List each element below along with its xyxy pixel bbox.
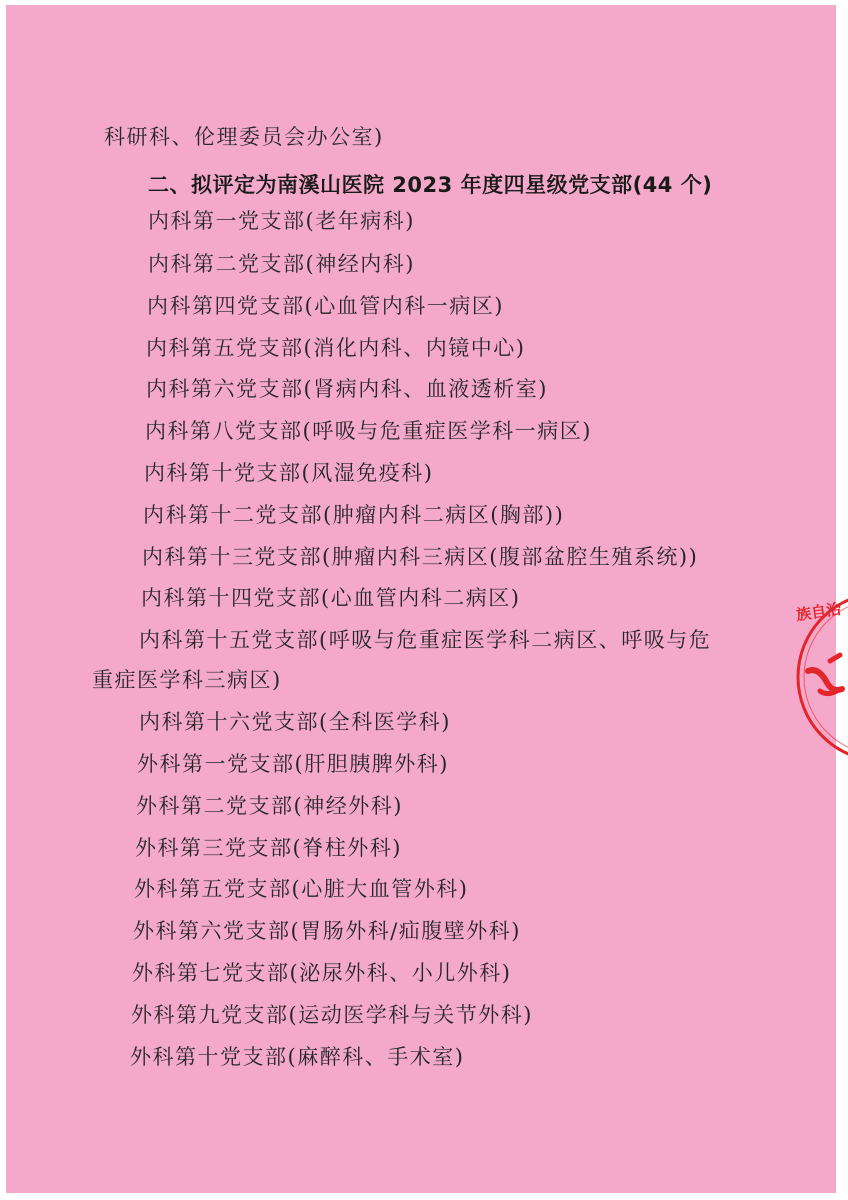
branch-line: 内科第八党支部(呼吸与危重症医学科一病区) (145, 419, 592, 443)
branch-line: 内科第一党支部(老年病科) (148, 209, 415, 233)
branch-line: 外科第九党支部(运动医学科与关节外科) (131, 1003, 533, 1027)
branch-line: 外科第七党支部(泌尿外科、小儿外科) (132, 961, 512, 985)
branch-line: 内科第二党支部(神经内科) (148, 252, 415, 276)
branch-line: 内科第四党支部(心血管内科一病区) (147, 294, 504, 318)
branch-line: 内科第十六党支部(全科医学科) (139, 710, 451, 734)
branch-line: 外科第五党支部(心脏大血管外科) (134, 877, 469, 901)
branch-line: 外科第二党支部(神经外科) (136, 794, 403, 818)
branch-line: 内科第十三党支部(肿瘤内科三病区(腹部盆腔生殖系统)) (142, 545, 699, 569)
branch-line: 外科第六党支部(胃肠外科/疝腹壁外科) (133, 919, 521, 943)
document-page (6, 5, 843, 1193)
branch-line: 内科第十五党支部(呼吸与危重症医学科二病区、呼吸与危 (139, 628, 712, 652)
section-heading: 二、拟评定为南溪山医院 2023 年度四星级党支部(44 个) (148, 173, 713, 197)
continuation-line: 科研科、伦理委员会办公室) (104, 125, 384, 149)
branch-line: 内科第六党支部(肾病内科、血液透析室) (146, 377, 548, 401)
branch-line: 内科第十四党支部(心血管内科二病区) (141, 586, 521, 610)
branch-line: 外科第十党支部(麻醉科、手术室) (130, 1045, 465, 1069)
seal-text: 族自治 (795, 599, 843, 625)
branch-line: 内科第十党支部(风湿免疫科) (144, 461, 434, 485)
branch-line: 外科第三党支部(脊柱外科) (135, 836, 402, 860)
branch-line: 外科第一党支部(肝胆胰脾外科) (137, 752, 449, 776)
branch-line: 内科第十二党支部(肿瘤内科二病区(胸部)) (143, 503, 565, 527)
official-seal (790, 591, 842, 763)
branch-line-continuation: 重症医学科三病区) (92, 668, 282, 692)
branch-line: 内科第五党支部(消化内科、内镜中心) (146, 336, 526, 360)
